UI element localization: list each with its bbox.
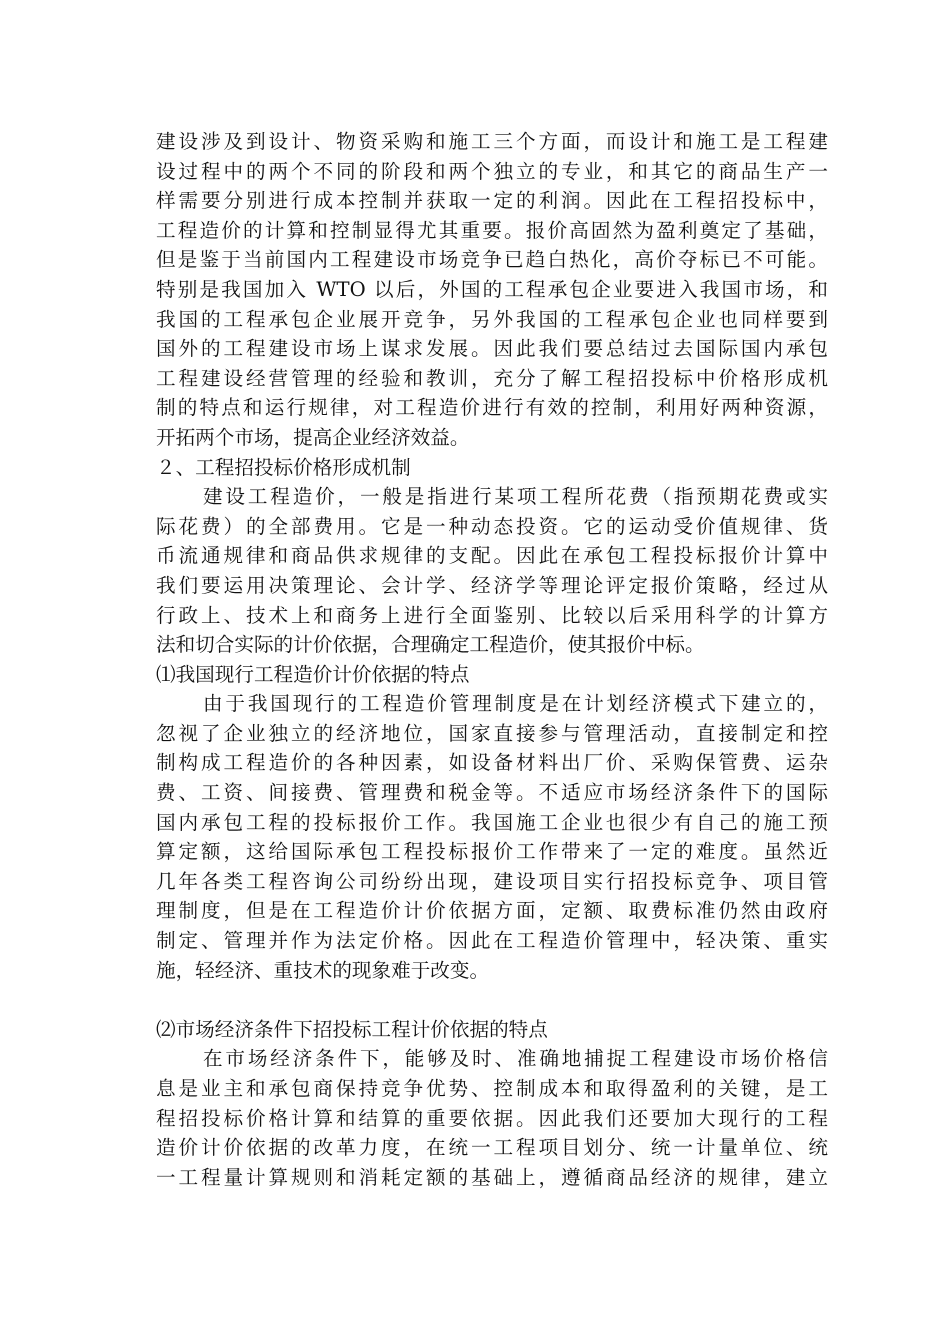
text-line: 理制度，但是在工程造价计价依据方面，定额、取费标准仍然由政府 [156, 899, 828, 923]
text-line: 特别是我国加入 WTO 以后，外国的工程承包企业要进入我国市场，和 [156, 277, 828, 301]
text-line: 国内承包工程的投标报价工作。我国施工企业也很少有自己的施工预 [156, 810, 828, 834]
text-line: 造价计价依据的改革力度，在统一工程项目划分、统一计量单位、统 [156, 1136, 828, 1160]
text-line: 程招投标价格计算和结算的重要依据。因此我们还要加大现行的工程 [156, 1106, 828, 1130]
subsection-heading: ⑵市场经济条件下招投标工程计价依据的特点 [156, 1017, 548, 1041]
text-line: 但是鉴于当前国内工程建设市场竞争已趋白热化，高价夺标已不可能。 [156, 248, 828, 272]
text-line: 算定额，这给国际承包工程投标报价工作带来了一定的难度。虽然近 [156, 840, 828, 864]
section-heading: ２、工程招投标价格形成机制 [156, 455, 411, 479]
text-line: 制的特点和运行规律，对工程造价进行有效的控制，利用好两种资源， [156, 396, 828, 420]
text-line: 开拓两个市场，提高企业经济效益。 [156, 425, 470, 449]
text-line: 工程造价的计算和控制显得尤其重要。报价高固然为盈利奠定了基础， [156, 218, 828, 242]
text-line: 制定、管理并作为法定价格。因此在工程造价管理中，轻决策、重实 [156, 929, 828, 953]
text-line: 际花费）的全部费用。它是一种动态投资。它的运动受价值规律、货 [156, 514, 828, 538]
text-line: 法和切合实际的计价依据，合理确定工程造价，使其报价中标。 [156, 633, 705, 657]
text-line: 币流通规律和商品供求规律的支配。因此在承包工程投标报价计算中 [156, 544, 828, 568]
paragraph-1 [156, 127, 828, 453]
body-text [156, 127, 828, 1192]
paragraph-3 [156, 689, 828, 985]
text-line: 设过程中的两个不同的阶段和两个独立的专业，和其它的商品生产一 [156, 159, 828, 183]
text-line: 在市场经济条件下，能够及时、准确地捕捉工程建设市场价格信 [203, 1047, 828, 1071]
text-line: 施，轻经济、重技术的现象难于改变。 [156, 958, 490, 982]
text-line: 忽视了企业独立的经济地位，国家直接参与管理活动，直接制定和控 [156, 721, 828, 745]
text-line: 建设工程造价，一般是指进行某项工程所花费（指预期花费或实 [203, 485, 828, 509]
blank-line [156, 985, 828, 1015]
text-line: 我国的工程承包企业展开竞争，另外我国的工程承包企业也同样要到 [156, 307, 828, 331]
paragraph-2 [156, 482, 828, 660]
text-line: 费、工资、间接费、管理费和税金等。不适应市场经济条件下的国际 [156, 781, 828, 805]
text-line: 样需要分别进行成本控制并获取一定的利润。因此在工程招投标中， [156, 189, 828, 213]
text-line: 一工程量计算规则和消耗定额的基础上，遵循商品经济的规律，建立 [156, 1165, 828, 1189]
paragraph-4 [156, 1044, 828, 1192]
text-line: 几年各类工程咨询公司纷纷出现，建设项目实行招投标竞争、项目管 [156, 869, 828, 893]
subsection-heading: ⑴我国现行工程造价计价依据的特点 [156, 662, 470, 686]
text-line: 国外的工程建设市场上谋求发展。因此我们要总结过去国际国内承包 [156, 337, 828, 361]
text-line: 息是业主和承包商保持竞争优势、控制成本和取得盈利的关键，是工 [156, 1077, 828, 1100]
text-line: 制构成工程造价的各种因素，如设备材料出厂价、采购保管费、运杂 [156, 751, 828, 775]
text-line: 工程建设经营管理的经验和教训，充分了解工程招投标中价格形成机 [156, 366, 828, 390]
text-line: 行政上、技术上和商务上进行全面鉴别、比较以后采用科学的计算方 [156, 603, 828, 627]
text-line: 建设涉及到设计、物资采购和施工三个方面，而设计和施工是工程建 [156, 130, 828, 153]
text-line: 我们要运用决策理论、会计学、经济学等理论评定报价策略，经过从 [156, 573, 828, 597]
text-line: 由于我国现行的工程造价管理制度是在计划经济模式下建立的， [203, 692, 828, 716]
